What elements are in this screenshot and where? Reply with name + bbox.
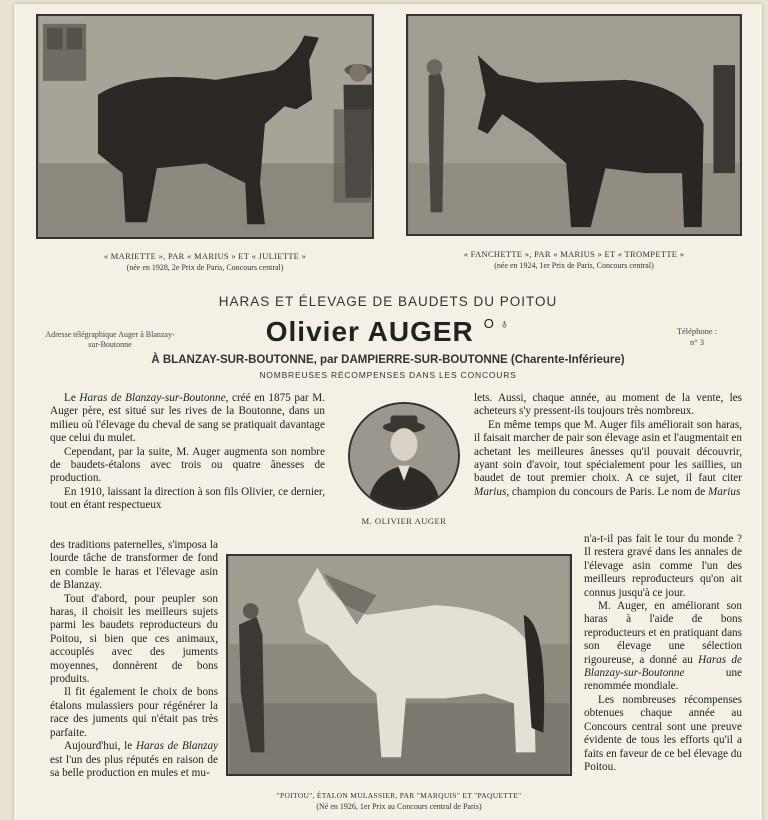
portrait-image <box>350 404 458 508</box>
paragraph-r3: M. Auger, en améliorant son haras à l'aide de bons reproducteurs et en pratiquant dans son élevage une sélection rigoureuse, a donné au Haras de Blanzay-sur-Boutonne une renommée mondiale. <box>584 600 742 693</box>
caption-poitou <box>226 790 572 812</box>
telephone-label: Téléphone : <box>676 326 718 336</box>
telephone-block <box>652 326 742 348</box>
photo-fanchette <box>406 14 742 236</box>
paragraph-r2-continued: n'a-t-il pas fait le tour du monde ? Il restera gravé dans les annales de l'élevage asin comme l'un des meilleurs reproducteurs qu'on ait connus jusqu'à ce jour. <box>584 533 742 599</box>
left-column-top <box>50 392 325 513</box>
paragraph-4: Tout d'abord, pour peupler son haras, il choisit les meilleurs sujets parmi les baudets reproducteurs du Poitou, si bien que ces animaux, accouplés avec des juments moyennes, donnèrent de bons produits. <box>50 592 218 686</box>
caption-poitou-title: "POITOU", ÉTALON MULASSIER, PAR "MARQUIS" ET "PAQUETTE" <box>276 791 522 800</box>
paragraph-5: Il fit également le choix de bons étalons mulassiers pour régénérer la race des juments qui n'était pas très parfaite. <box>50 686 218 739</box>
caption-poitou-sub: (Né en 1926, 1er Prix au Concours central de Paris) <box>316 802 482 811</box>
caption-fanchette-title: « FANCHETTE », PAR « MARIUS » ET « TROMPETTE » <box>463 249 685 259</box>
photo-poitou <box>226 554 572 776</box>
paragraph-3: En 1910, laissant la direction à son fils Olivier, ce dernier, tout en étant respectueux <box>50 485 325 512</box>
portrait-caption: M. OLIVIER AUGER <box>361 516 447 526</box>
page-heading: HARAS ET ÉLEVAGE DE BAUDETS DU POITOU <box>218 294 558 309</box>
left-column-bottom <box>50 539 218 780</box>
paragraph-1: Le Haras de Blanzay-sur-Boutonne, créé en 1875 par M. Auger père, est situé sur les rives de la Boutonne, dans un milieu où l'élevage du cheval de sang se pratiquait davantage que celui du mulet. <box>50 392 325 445</box>
donkey-photo-image <box>408 16 740 234</box>
right-column-top <box>474 392 742 499</box>
awards-line: NOMBREUSES RÉCOMPENSES DANS LES CONCOURS <box>259 370 517 380</box>
portrait-photo <box>348 402 460 510</box>
paragraph-r1: lets. Aussi, chaque année, au moment de la vente, les acheteurs s'y pressent-ils toujours très nombreux. <box>474 392 742 418</box>
caption-mariette <box>36 251 374 273</box>
caption-mariette-title: « MARIETTE », PAR « MARIUS » ET « JULIETTE » <box>103 251 307 261</box>
business-address: À BLANZAY-SUR-BOUTONNE, par DAMPIERRE-SUR-BOUTONNE (Charente-Inférieure) <box>151 354 625 366</box>
caption-fanchette <box>406 249 742 271</box>
paragraph-2: Cependant, par la suite, M. Auger augmenta son nombre de baudets-étalons avec trois ou quatre ânesses de production. <box>50 445 325 485</box>
stallion-photo-image <box>228 556 570 774</box>
business-name <box>14 316 762 348</box>
caption-mariette-sub: (née en 1928, 2e Prix de Paris, Concours central) <box>126 263 284 272</box>
photo-mariette <box>36 14 374 239</box>
paragraph-r4: Les nombreuses récompenses obtenues chaque année au Concours central sont une preuve évidente de tous les efforts qu'il a faits en faveur de ce bel élevage du Poitou. <box>584 693 742 773</box>
right-column-bottom <box>584 533 742 774</box>
document-page <box>14 4 762 820</box>
donkey-photo-image <box>38 16 372 237</box>
paragraph-r2: En même temps que M. Auger fils améliorait son haras, il faisait marcher de pair son élevage asin et l'augmentait en achetant les meilleures ânesses qu'il pouvait découvrir, ayant soin d'avoir, tout spécialement pour les saillies, un baudet de tout premier choix. A ce sujet, il faut citer Marius, champion du concours de Paris. Le nom de Marius <box>474 418 742 498</box>
telephone-number: n° 3 <box>689 337 705 347</box>
paragraph-3-continued: des traditions paternelles, s'imposa la lourde tâche de transformer de fond en comble le haras et l'élevage asin de Blanzay. <box>50 539 218 592</box>
paragraph-6: Aujourd'hui, le Haras de Blanzay est l'un des plus réputés en raison de sa belle production en mules et mu- <box>50 740 218 779</box>
medal-icon: O ♁ <box>483 316 511 331</box>
owner-name: Olivier AUGER <box>265 316 474 347</box>
caption-fanchette-sub: (née en 1924, 1er Prix de Paris, Concours central) <box>494 261 654 270</box>
telegraph-address: Adresse télégraphique Auger à Blanzay-sur-Boutonne <box>45 330 175 349</box>
